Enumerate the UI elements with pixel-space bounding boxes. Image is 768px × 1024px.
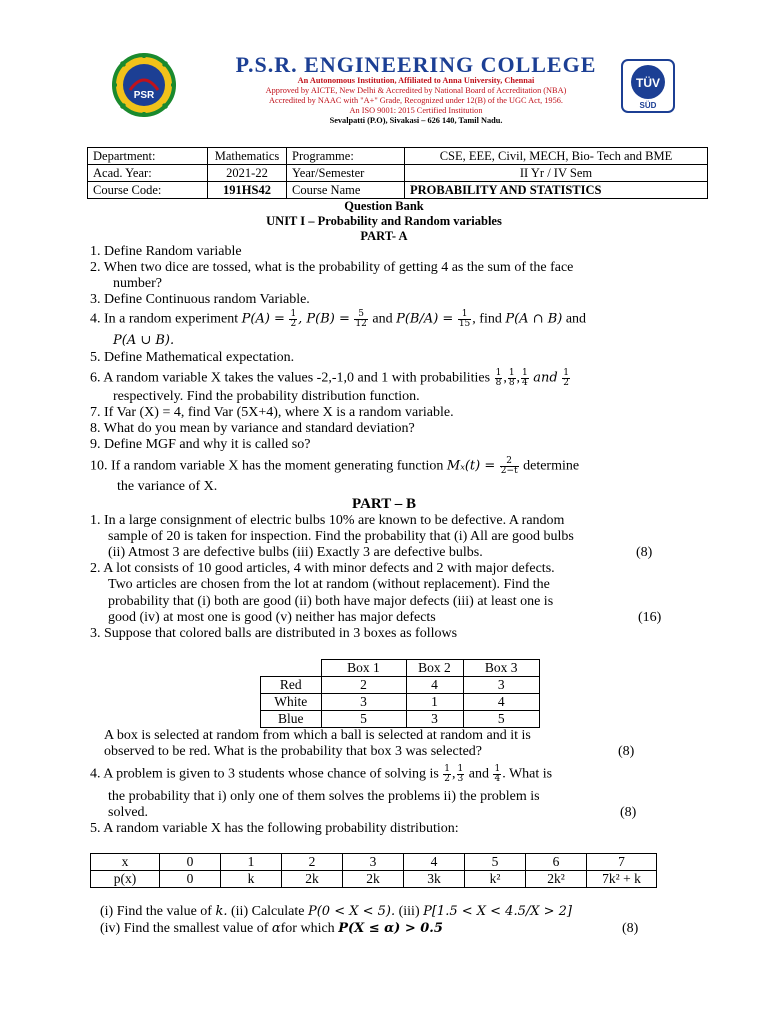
part-b-q5-line1: 5. A random variable X has the following probability distribution: bbox=[90, 821, 459, 836]
q4b-and: and bbox=[465, 766, 493, 782]
q5-p1: P(0 < X < 5). bbox=[307, 904, 396, 919]
table-cell: 7 bbox=[587, 854, 657, 871]
part-b-q1-marks: (8) bbox=[636, 545, 653, 560]
acad-year-value: 2021-22 bbox=[208, 165, 287, 182]
q4-and: and bbox=[368, 311, 397, 327]
table-cell: Blue bbox=[261, 711, 322, 728]
table-cell: 3 bbox=[343, 854, 404, 871]
q10-mgf: Mₓ(t) = bbox=[446, 458, 496, 474]
part-b-q2-line2: Two articles are chosen from the lot at random (without replacement). Find the bbox=[108, 577, 550, 592]
year-semester-label: Year/Semester bbox=[287, 165, 405, 182]
part-b-q2-line4: good (iv) at most one is good (v) neither has major defects bbox=[108, 610, 436, 625]
table-row bbox=[261, 677, 540, 694]
table-cell: 5 bbox=[465, 854, 526, 871]
question-bank-title: Question Bank bbox=[344, 199, 424, 213]
q4b-tail: . What is bbox=[502, 766, 553, 782]
part-b-q2-line1: 2. A lot consists of 10 good articles, 4 with minor defects and 2 with major defects. bbox=[90, 561, 555, 576]
table-cell: k² bbox=[465, 871, 526, 888]
part-a-q9: 9. Define MGF and why it is called so? bbox=[90, 437, 311, 452]
q4-find: , find bbox=[472, 311, 506, 327]
q5-alpha: α bbox=[271, 921, 281, 936]
fraction: $\frac{1}{2}$ bbox=[444, 764, 451, 784]
q5-p2: P[1.5 < X < 4.5/X > 2] bbox=[423, 904, 572, 919]
q4-union: P(A ∪ B). bbox=[113, 333, 175, 348]
college-name: P.S.R. ENGINEERING COLLEGE bbox=[235, 52, 597, 77]
part-b-q3-marks: (8) bbox=[618, 744, 635, 759]
table-cell: Red bbox=[261, 677, 322, 694]
table-cell: 5 bbox=[321, 711, 406, 728]
table-cell: 0 bbox=[160, 854, 221, 871]
table-row bbox=[88, 165, 708, 182]
table-cell: 2k bbox=[282, 871, 343, 888]
table-cell: White bbox=[261, 694, 322, 711]
distribution-table bbox=[90, 853, 657, 888]
table-cell: 4 bbox=[404, 854, 465, 871]
q4b-text: 4. A problem is given to 3 students whose chance of solving is bbox=[90, 766, 443, 782]
table-cell: 2k bbox=[343, 871, 404, 888]
part-a-q3: 3. Define Continuous random Variable. bbox=[90, 292, 310, 307]
course-name-label: Course Name bbox=[287, 182, 405, 199]
part-b-q5-line2 bbox=[100, 904, 572, 920]
programme-label: Programme: bbox=[287, 148, 405, 165]
table-header: Box 2 bbox=[406, 660, 463, 677]
part-b-q3-line3: observed to be red. What is the probability that box 3 was selected? bbox=[104, 744, 483, 759]
fraction: $\frac{1}{2}$ bbox=[290, 309, 297, 329]
table-cell: 3 bbox=[406, 711, 463, 728]
q4-and2: and bbox=[562, 311, 587, 327]
fraction: $\frac{1}{4}$ bbox=[494, 764, 501, 784]
q6-text: 6. A random variable X takes the values -2,-1,0 and 1 with probabilities bbox=[90, 370, 494, 386]
q4-pb: , P(B) = bbox=[298, 311, 350, 327]
part-a-q7: 7. If Var (X) = 4, find Var (5X+4), where X is a random variable. bbox=[90, 405, 454, 420]
table-row bbox=[88, 182, 708, 199]
part-a-q10-line2: the variance of X. bbox=[117, 479, 218, 494]
part-b-q4-marks: (8) bbox=[620, 805, 637, 820]
q4-text: 4. In a random experiment bbox=[90, 311, 242, 327]
part-b-q3-line2: A box is selected at random from which a ball is selected at random and it is bbox=[104, 728, 531, 743]
fraction: $\frac{5}{12}$ bbox=[355, 309, 367, 329]
part-a-q2-line2: number? bbox=[113, 276, 162, 291]
table-cell: 3 bbox=[321, 694, 406, 711]
table-cell: 0 bbox=[160, 871, 221, 888]
table-cell: 3k bbox=[404, 871, 465, 888]
part-b-q5-line3 bbox=[100, 921, 443, 937]
table-row bbox=[91, 871, 657, 888]
tuv-text: TÜV bbox=[636, 76, 660, 90]
part-a-title: PART- A bbox=[360, 229, 408, 243]
part-a-q2-line1: 2. When two dice are tossed, what is the probability of getting 4 as the sum of the face bbox=[90, 260, 574, 275]
table-cell: 4 bbox=[463, 694, 540, 711]
q5-text1: (i) Find the value of bbox=[100, 904, 216, 919]
programme-value: CSE, EEE, Civil, MECH, Bio- Tech and BME bbox=[405, 148, 708, 165]
fraction: $\frac{2}{2-t}$ bbox=[500, 456, 518, 476]
table-cell: 2 bbox=[282, 854, 343, 871]
course-code-value: 191HS42 bbox=[208, 182, 287, 199]
box-table bbox=[260, 659, 540, 728]
table-row bbox=[261, 660, 540, 677]
q4-pba: P(B/A) = bbox=[396, 311, 454, 327]
fraction: $\frac{1}{4}$ bbox=[522, 368, 528, 388]
table-cell bbox=[261, 660, 322, 677]
part-b-q1-line3: (ii) Atmost 3 are defective bulbs (iii) Exactly 3 are defective bulbs. bbox=[108, 545, 483, 560]
fraction: $\frac{1}{3}$ bbox=[457, 764, 464, 784]
table-cell: 2 bbox=[321, 677, 406, 694]
accreditation-line: Accredited by NAAC with "A+" Grade, Recognized under 12(B) of the UGC Act, 1956. bbox=[269, 96, 563, 105]
dept-value: Mathematics bbox=[208, 148, 287, 165]
table-header: Box 1 bbox=[321, 660, 406, 677]
part-a-q4-line1 bbox=[90, 310, 586, 329]
year-semester-value: II Yr / IV Sem bbox=[405, 165, 708, 182]
table-row bbox=[91, 854, 657, 871]
part-a-q4-line2 bbox=[113, 333, 174, 349]
part-a-q5: 5. Define Mathematical expectation. bbox=[90, 350, 295, 365]
course-code-label: Course Code: bbox=[88, 182, 208, 199]
part-b-q4-line1: 4. A problem is given to 3 students whose chance of solving is $\frac{1}{2}$ , $\frac{1}{3}$ and $\frac{1}{4}$ . What is bbox=[90, 764, 553, 784]
table-cell: k bbox=[221, 871, 282, 888]
acad-year-label: Acad. Year: bbox=[88, 165, 208, 182]
logo-text: PSR bbox=[133, 90, 155, 101]
q6-and: and bbox=[533, 370, 558, 386]
college-header bbox=[98, 50, 678, 125]
q5-text5: for which bbox=[280, 921, 339, 936]
table-row bbox=[261, 711, 540, 728]
table-cell: 3 bbox=[463, 677, 540, 694]
part-b-q5-marks: (8) bbox=[622, 921, 639, 936]
part-a-q8: 8. What do you mean by variance and standard deviation? bbox=[90, 421, 415, 436]
unit-title: UNIT I – Probability and Random variables bbox=[266, 214, 502, 228]
q4-intersection: P(A ∩ B) bbox=[505, 311, 563, 327]
part-b-q2-marks: (16) bbox=[638, 610, 662, 625]
part-b-q4-line3: solved. bbox=[108, 805, 149, 820]
table-cell: 7k² + k bbox=[587, 871, 657, 888]
table-row bbox=[261, 694, 540, 711]
fraction: $\frac{1}{15}$ bbox=[458, 309, 471, 329]
table-row bbox=[88, 148, 708, 165]
college-logo-icon bbox=[100, 52, 188, 118]
table-cell: 2k² bbox=[526, 871, 587, 888]
q10-text: 10. If a random variable X has the moment generating function bbox=[90, 458, 447, 474]
q5-text3: (iii) bbox=[395, 904, 424, 919]
q5-text4: (iv) Find the smallest value of bbox=[100, 921, 272, 936]
table-cell: 1 bbox=[406, 694, 463, 711]
part-b-q4-line2: the probability that i) only one of them solves the problems ii) the problem is bbox=[108, 789, 540, 804]
part-a-q10-line1 bbox=[90, 457, 579, 476]
course-info-table bbox=[87, 147, 708, 199]
fraction: $\frac{1}{8}$ bbox=[508, 368, 515, 388]
part-b-q3-line1: 3. Suppose that colored balls are distributed in 3 boxes as follows bbox=[90, 626, 458, 641]
college-title-block bbox=[196, 54, 636, 126]
tuv-sub-text: SÜD bbox=[639, 101, 657, 110]
table-header: Box 3 bbox=[463, 660, 540, 677]
table-cell: p(x) bbox=[91, 871, 160, 888]
affiliation-line: An Autonomous Institution, Affiliated to Anna University, Chennai bbox=[297, 76, 535, 85]
iso-line: An ISO 9001: 2015 Certified Institution bbox=[349, 106, 483, 115]
part-b-q2-line3: probability that (i) both are good (ii) both have major defects (iii) at least one is bbox=[108, 594, 554, 609]
course-name-value: PROBABILITY AND STATISTICS bbox=[405, 182, 708, 199]
q5-text2: (ii) Calculate bbox=[227, 904, 308, 919]
q5-k: k. bbox=[215, 904, 228, 919]
part-a-q1: 1. Define Random variable bbox=[90, 244, 242, 259]
address-line: Sevalpatti (P.O), Sivakasi – 626 140, Tamil Nadu. bbox=[329, 116, 503, 125]
dept-label: Department: bbox=[88, 148, 208, 165]
approval-line: Approved by AICTE, New Delhi & Accredited by National Board of Accreditation (NBA) bbox=[265, 86, 567, 95]
part-b-q1-line2: sample of 20 is taken for inspection. Find the probability that (i) All are good bulbs bbox=[108, 529, 574, 544]
table-cell: 4 bbox=[406, 677, 463, 694]
table-cell: 5 bbox=[463, 711, 540, 728]
table-cell: 6 bbox=[526, 854, 587, 871]
q10-tail: determine bbox=[519, 458, 580, 474]
fraction: $\frac{1}{8}$ bbox=[495, 368, 502, 388]
part-b-title: PART – B bbox=[352, 496, 416, 512]
part-a-q6-line2: respectively. Find the probability distribution function. bbox=[113, 389, 420, 404]
q5-p3: P(X ≤ α) > 0.5 bbox=[338, 921, 443, 936]
part-a-q6-line1: 6. A random variable X takes the values -2,-1,0 and 1 with probabilities $\frac{1}{8}$ , $\frac{1}{8}$ , $\frac{1}{4}$ and $\frac{1}{2}$ bbox=[90, 368, 569, 388]
q4-pa: P(A) = bbox=[241, 311, 285, 327]
part-b-q1-line1: 1. In a large consignment of electric bulbs 10% are known to be defective. A random bbox=[90, 513, 565, 528]
fraction: $\frac{1}{2}$ bbox=[563, 368, 569, 388]
table-cell: x bbox=[91, 854, 160, 871]
table-cell: 1 bbox=[221, 854, 282, 871]
tuv-certification-icon bbox=[618, 58, 678, 114]
